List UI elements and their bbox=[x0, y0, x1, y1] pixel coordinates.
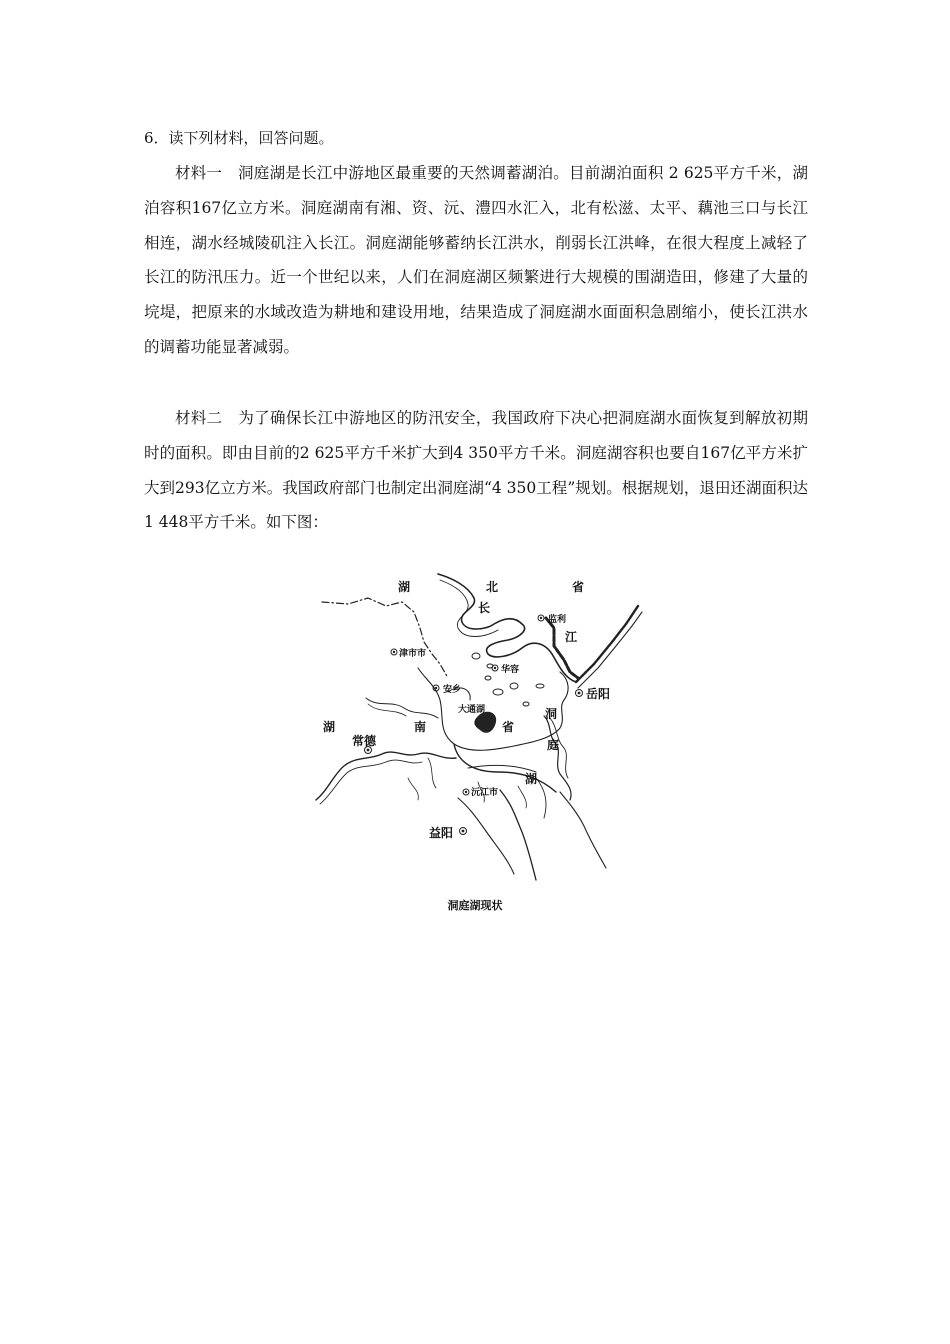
province-boundary bbox=[322, 598, 448, 678]
map-drawing bbox=[308, 568, 644, 886]
label-hu-north: 湖 bbox=[398, 580, 411, 594]
material-one-paragraph: 材料一 洞庭湖是长江中游地区最重要的天然调蓄湖泊。目前湖泊面积 2 625平方千米，湖泊容积167亿立方米。洞庭湖南有湘、资、沅、澧四水汇入，北有松滋、太平、藕池三口与长江相连，湖水经城陵矶注入长江。洞庭湖能够蓄纳长江洪水，削弱长江洪峰，在很大程度上减轻了长江的防汛压力。近一个世纪以来，人们在洞庭湖区频繁进行大规模的围湖造田，修建了大量的垸堤，把原来的水域改造为耕地和建设用地，结果造成了洞庭湖水面面积急剧缩小，使长江洪水的调蓄功能显著减弱。 bbox=[144, 164, 808, 356]
label-anxiang: 安乡 bbox=[443, 685, 462, 695]
label-hu-lake: 湖 bbox=[525, 772, 538, 786]
label-ting: 庭 bbox=[547, 738, 560, 752]
label-yuanjiang: 沅江市 bbox=[471, 788, 499, 798]
question-title: 6．读下列材料，回答问题。 bbox=[144, 129, 334, 147]
label-hu-south: 湖 bbox=[323, 720, 336, 734]
material-two-paragraph: 材料二 为了确保长江中游地区的防汛安全，我国政府下决心把洞庭湖水面恢复到解放初期时的面积。即由目前的2 625平方千米扩大到4 350平方千米。洞庭湖容积也要自167亿平方米扩大到293亿立方米。我国政府部门也制定出洞庭湖“4 350工程”规划。根据规划，退田还湖面积达1 448平方千米。如下图： bbox=[144, 409, 808, 532]
label-chang: 长 bbox=[478, 601, 491, 615]
label-yiyang: 益阳 bbox=[429, 826, 454, 840]
yangtze-embankment bbox=[546, 618, 578, 678]
label-huarong: 华容 bbox=[501, 665, 520, 675]
yuan-river bbox=[316, 752, 456, 800]
label-nan: 南 bbox=[414, 720, 427, 734]
label-sheng-north: 省 bbox=[572, 580, 585, 594]
label-jianli: 监利 bbox=[548, 615, 567, 625]
dongting-lake-map bbox=[308, 568, 644, 886]
zi-river bbox=[458, 798, 514, 874]
label-jinshi: 津市市 bbox=[399, 649, 427, 659]
label-yueyang: 岳阳 bbox=[586, 687, 611, 701]
label-sheng-south: 省 bbox=[502, 720, 515, 734]
label-changde: 常德 bbox=[352, 734, 377, 748]
label-jiang: 江 bbox=[565, 630, 578, 644]
label-bei: 北 bbox=[486, 580, 499, 594]
label-dong: 洞 bbox=[545, 707, 558, 721]
label-datonghu: 大通湖 bbox=[458, 705, 486, 715]
map-caption: 洞庭湖现状 bbox=[447, 899, 503, 912]
